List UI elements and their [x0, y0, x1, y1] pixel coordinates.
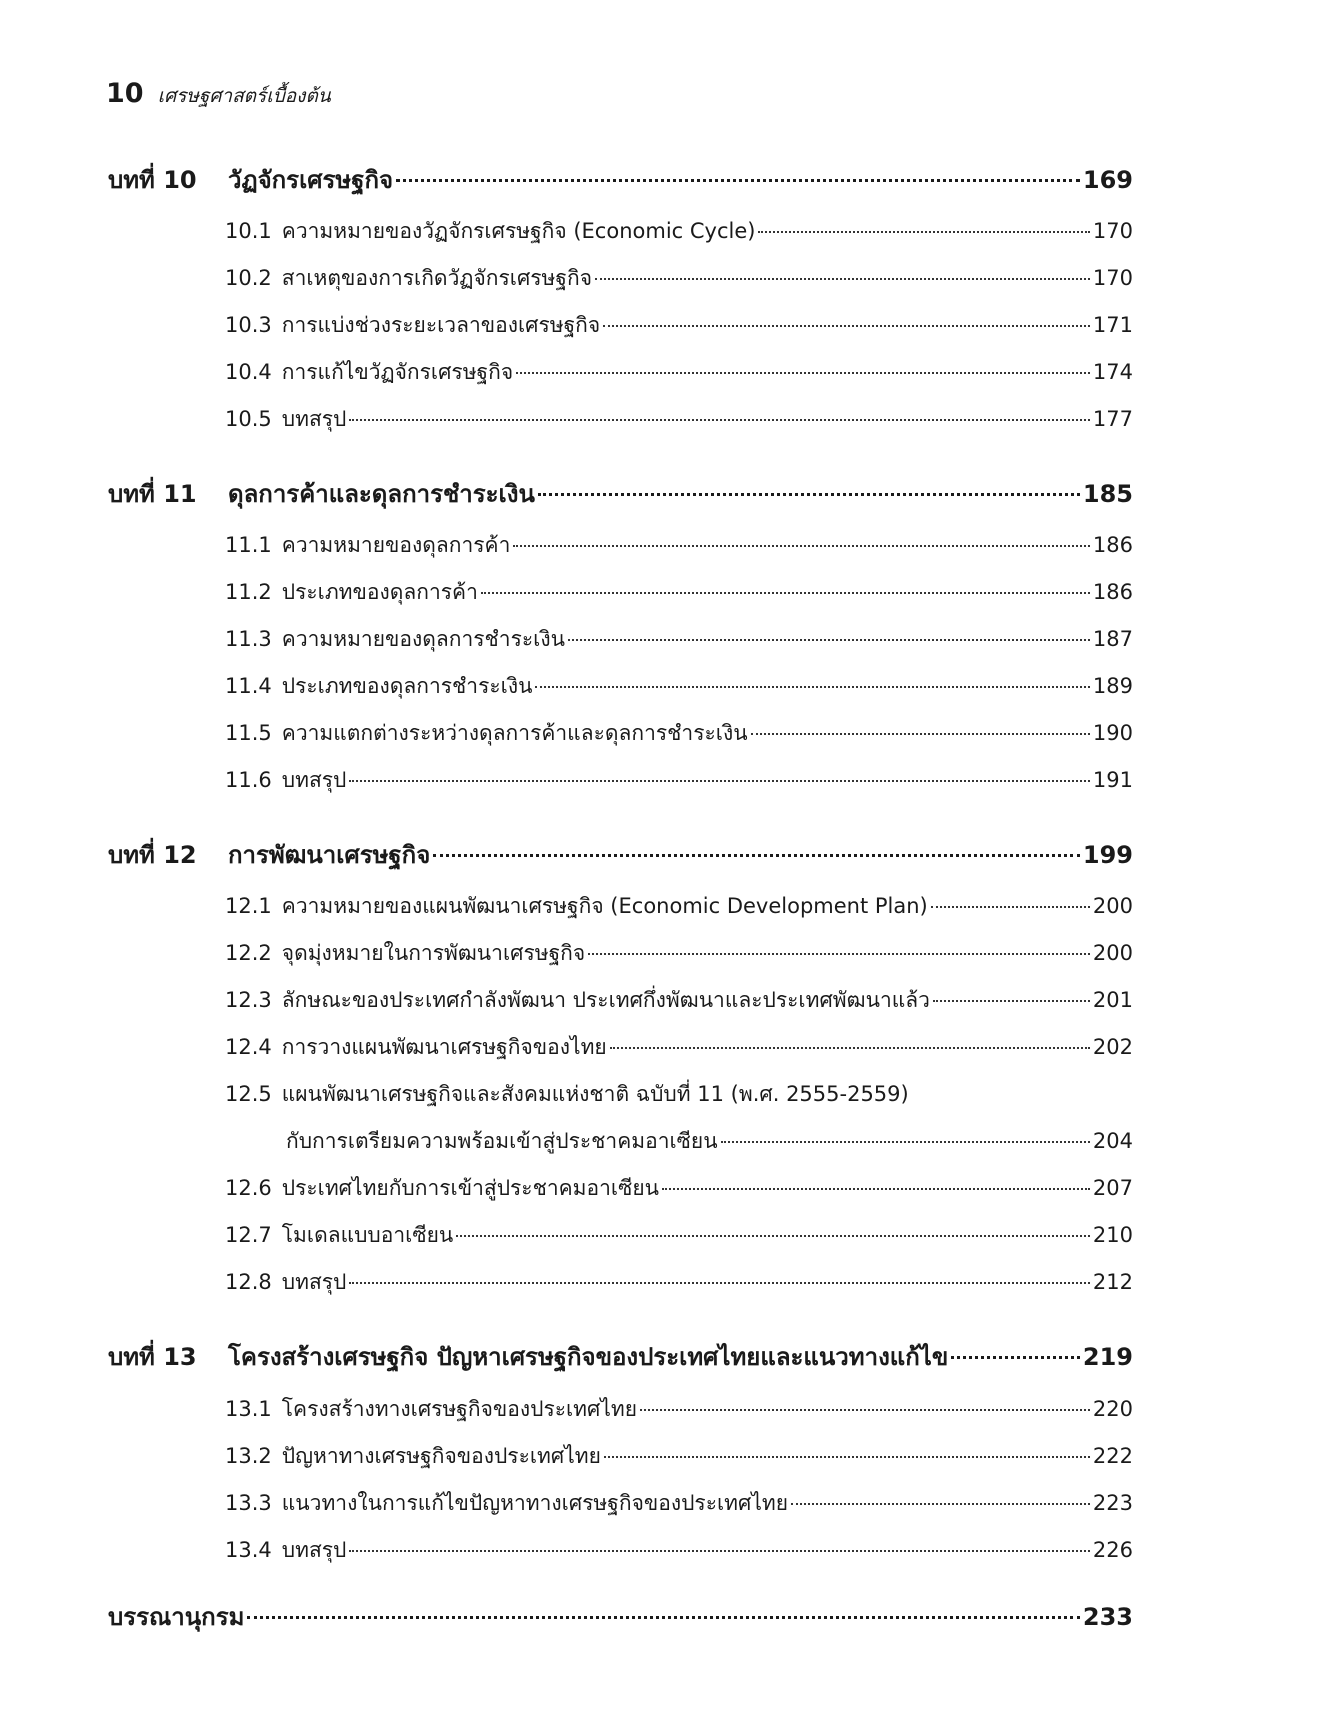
dot-leader	[396, 179, 1080, 182]
dot-leader	[791, 1503, 1090, 1505]
toc-section-11-2[interactable]	[225, 576, 1133, 610]
section-page: 210	[1092, 1223, 1133, 1247]
section-page: 223	[1092, 1491, 1133, 1515]
section-number: 12.2	[225, 941, 272, 965]
section-title: ความหมายของดุลการชำระเงิน	[281, 627, 565, 651]
section-title: การแก้ไขวัฏจักรเศรษฐกิจ	[281, 360, 514, 384]
section-number: 11.1	[225, 533, 272, 557]
section-title: แนวทางในการแก้ไขปัญหาทางเศรษฐกิจของประเทศไทย	[281, 1491, 789, 1515]
section-title: จุดมุ่งหมายในการพัฒนาเศรษฐกิจ	[281, 941, 586, 965]
dot-leader	[349, 1550, 1090, 1552]
page-number: 10	[106, 78, 144, 109]
section-title: โครงสร้างทางเศรษฐกิจของประเทศไทย	[281, 1397, 638, 1421]
section-page: 207	[1092, 1176, 1133, 1200]
chapter-page: 199	[1082, 841, 1133, 869]
toc-section-13-3[interactable]	[225, 1487, 1133, 1521]
dot-leader	[610, 1047, 1090, 1049]
section-page: 189	[1092, 674, 1133, 698]
section-number: 13.2	[225, 1444, 272, 1468]
section-number: 11.6	[225, 768, 272, 792]
section-number: 11.5	[225, 721, 272, 745]
section-title: บทสรุป	[281, 1270, 347, 1294]
dot-leader	[538, 493, 1080, 496]
section-number: 11.3	[225, 627, 272, 651]
dot-leader	[662, 1188, 1090, 1190]
toc-section-11-1[interactable]	[225, 529, 1133, 563]
section-number: 10.1	[225, 219, 272, 243]
dot-leader	[604, 1456, 1090, 1458]
section-number: 13.3	[225, 1491, 272, 1515]
dot-leader	[456, 1235, 1090, 1237]
section-title: การวางแผนพัฒนาเศรษฐกิจของไทย	[281, 1035, 607, 1059]
section-number: 10.2	[225, 266, 272, 290]
section-page: 200	[1092, 941, 1133, 965]
section-title: ปัญหาทางเศรษฐกิจของประเทศไทย	[281, 1444, 601, 1468]
section-number: 10.4	[225, 360, 272, 384]
section-page: 171	[1092, 313, 1133, 337]
dot-leader	[433, 854, 1080, 857]
dot-leader	[931, 906, 1090, 908]
section-number: 10.3	[225, 313, 272, 337]
chapter-title: โครงสร้างเศรษฐกิจ ปัญหาเศรษฐกิจของประเทศไทยและแนวทางแก้ไข	[228, 1343, 949, 1371]
section-title: ประเภทของดุลการค้า	[281, 580, 478, 604]
dot-leader	[751, 733, 1090, 735]
dot-leader	[721, 1141, 1090, 1143]
section-title: ประเภทของดุลการชำระเงิน	[281, 674, 533, 698]
section-title: บทสรุป	[281, 407, 347, 431]
toc-section-13-1[interactable]	[225, 1393, 1133, 1427]
section-page: 186	[1092, 533, 1133, 557]
dot-leader	[588, 953, 1090, 955]
section-number: 12.1	[225, 894, 272, 918]
chapter-title: ดุลการค้าและดุลการชำระเงิน	[228, 480, 535, 508]
dot-leader	[595, 278, 1090, 280]
toc-chapter-12[interactable]	[108, 835, 1133, 875]
chapter-page: 169	[1082, 166, 1133, 194]
dot-leader	[516, 372, 1090, 374]
section-number: 12.3	[225, 988, 272, 1012]
section-page: 204	[1092, 1129, 1133, 1153]
section-number: 11.4	[225, 674, 272, 698]
chapter-number: บทที่ 10	[108, 166, 197, 194]
section-number: 10.5	[225, 407, 272, 431]
toc-section-12-5-continuation[interactable]	[286, 1125, 1133, 1159]
section-title: การแบ่งช่วงระยะเวลาของเศรษฐกิจ	[281, 313, 601, 337]
section-title: ความหมายของวัฏจักรเศรษฐกิจ (Economic Cycle)	[281, 219, 756, 243]
section-page: 170	[1092, 219, 1133, 243]
dot-leader	[349, 780, 1090, 782]
toc-section-12-7[interactable]	[225, 1219, 1133, 1253]
section-number: 12.4	[225, 1035, 272, 1059]
section-number: 12.5	[225, 1082, 272, 1106]
section-page: 177	[1092, 407, 1133, 431]
section-title: บทสรุป	[281, 1538, 347, 1562]
section-page: 201	[1092, 988, 1133, 1012]
section-title: ประเทศไทยกับการเข้าสู่ประชาคมอาเซียน	[281, 1176, 660, 1200]
section-title: ความแตกต่างระหว่างดุลการค้าและดุลการชำระเงิน	[281, 721, 748, 745]
chapter-number: บทที่ 11	[108, 480, 197, 508]
section-page: 200	[1092, 894, 1133, 918]
bibliography-page: 233	[1082, 1603, 1133, 1631]
dot-leader	[247, 1616, 1079, 1619]
section-page: 190	[1092, 721, 1133, 745]
toc-section-12-3[interactable]	[225, 984, 1133, 1018]
chapter-number: บทที่ 12	[108, 841, 197, 869]
book-title: เศรษฐศาสตร์เบื้องต้น	[157, 85, 331, 107]
section-title: ความหมายของดุลการค้า	[281, 533, 511, 557]
section-page: 222	[1092, 1444, 1133, 1468]
section-page: 187	[1092, 627, 1133, 651]
toc-section-10-4[interactable]	[225, 356, 1133, 390]
toc-section-13-2[interactable]	[225, 1440, 1133, 1474]
toc-section-11-4[interactable]	[225, 670, 1133, 704]
section-number: 13.1	[225, 1397, 272, 1421]
section-number: 12.6	[225, 1176, 272, 1200]
dot-leader	[933, 1000, 1090, 1002]
bibliography-title: บรรณานุกรม	[108, 1603, 245, 1631]
toc-section-11-3[interactable]	[225, 623, 1133, 657]
dot-leader	[758, 231, 1089, 233]
dot-leader	[349, 1282, 1090, 1284]
section-page: 170	[1092, 266, 1133, 290]
chapter-title: วัฏจักรเศรษฐกิจ	[228, 166, 394, 194]
section-title: โมเดลแบบอาเซียน	[281, 1223, 454, 1247]
toc-section-10-2[interactable]	[225, 262, 1133, 296]
toc-section-10-1[interactable]	[225, 215, 1133, 249]
section-page: 226	[1092, 1538, 1133, 1562]
section-page: 212	[1092, 1270, 1133, 1294]
toc-section-12-4[interactable]	[225, 1031, 1133, 1065]
section-number: 13.4	[225, 1538, 272, 1562]
dot-leader	[568, 639, 1090, 641]
toc-section-12-5[interactable]	[225, 1078, 1133, 1112]
chapter-page: 219	[1082, 1343, 1133, 1371]
section-title: บทสรุป	[281, 768, 347, 792]
dot-leader	[951, 1356, 1080, 1359]
toc-section-10-3[interactable]	[225, 309, 1133, 343]
toc-section-12-6[interactable]	[225, 1172, 1133, 1206]
chapter-page: 185	[1082, 480, 1133, 508]
toc-chapter-10[interactable]	[108, 160, 1133, 200]
section-page: 202	[1092, 1035, 1133, 1059]
chapter-title: การพัฒนาเศรษฐกิจ	[228, 841, 431, 869]
dot-leader	[481, 592, 1090, 594]
toc-section-11-6[interactable]	[225, 764, 1133, 798]
dot-leader	[640, 1409, 1090, 1411]
toc-section-10-5[interactable]	[225, 403, 1133, 437]
section-title-continuation: กับการเตรียมความพร้อมเข้าสู่ประชาคมอาเซียน	[286, 1129, 718, 1153]
chapter-number: บทที่ 13	[108, 1343, 197, 1371]
toc-section-12-2[interactable]	[225, 937, 1133, 971]
section-number: 12.7	[225, 1223, 272, 1247]
toc-section-13-4[interactable]	[225, 1534, 1133, 1568]
toc-section-12-1[interactable]	[225, 890, 1133, 924]
toc-section-12-8[interactable]	[225, 1266, 1133, 1300]
dot-leader	[513, 545, 1090, 547]
section-page: 220	[1092, 1397, 1133, 1421]
toc-chapter-13[interactable]	[108, 1337, 1133, 1377]
section-page: 191	[1092, 768, 1133, 792]
section-title: ความหมายของแผนพัฒนาเศรษฐกิจ (Economic Development Plan)	[281, 894, 928, 918]
section-title: สาเหตุของการเกิดวัฏจักรเศรษฐกิจ	[281, 266, 592, 290]
dot-leader	[603, 325, 1090, 327]
toc-bibliography[interactable]	[108, 1597, 1133, 1637]
toc-chapter-11[interactable]	[108, 474, 1133, 514]
section-number: 12.8	[225, 1270, 272, 1294]
toc-section-11-5[interactable]	[225, 717, 1133, 751]
dot-leader	[349, 419, 1090, 421]
section-title: ลักษณะของประเทศกำลังพัฒนา ประเทศกึ่งพัฒนาและประเทศพัฒนาแล้ว	[281, 988, 930, 1012]
dot-leader	[535, 686, 1089, 688]
section-page: 186	[1092, 580, 1133, 604]
section-number: 11.2	[225, 580, 272, 604]
section-title: แผนพัฒนาเศรษฐกิจและสังคมแห่งชาติ ฉบับที่ 11 (พ.ศ. 2555-2559)	[281, 1082, 909, 1106]
section-page: 174	[1092, 360, 1133, 384]
